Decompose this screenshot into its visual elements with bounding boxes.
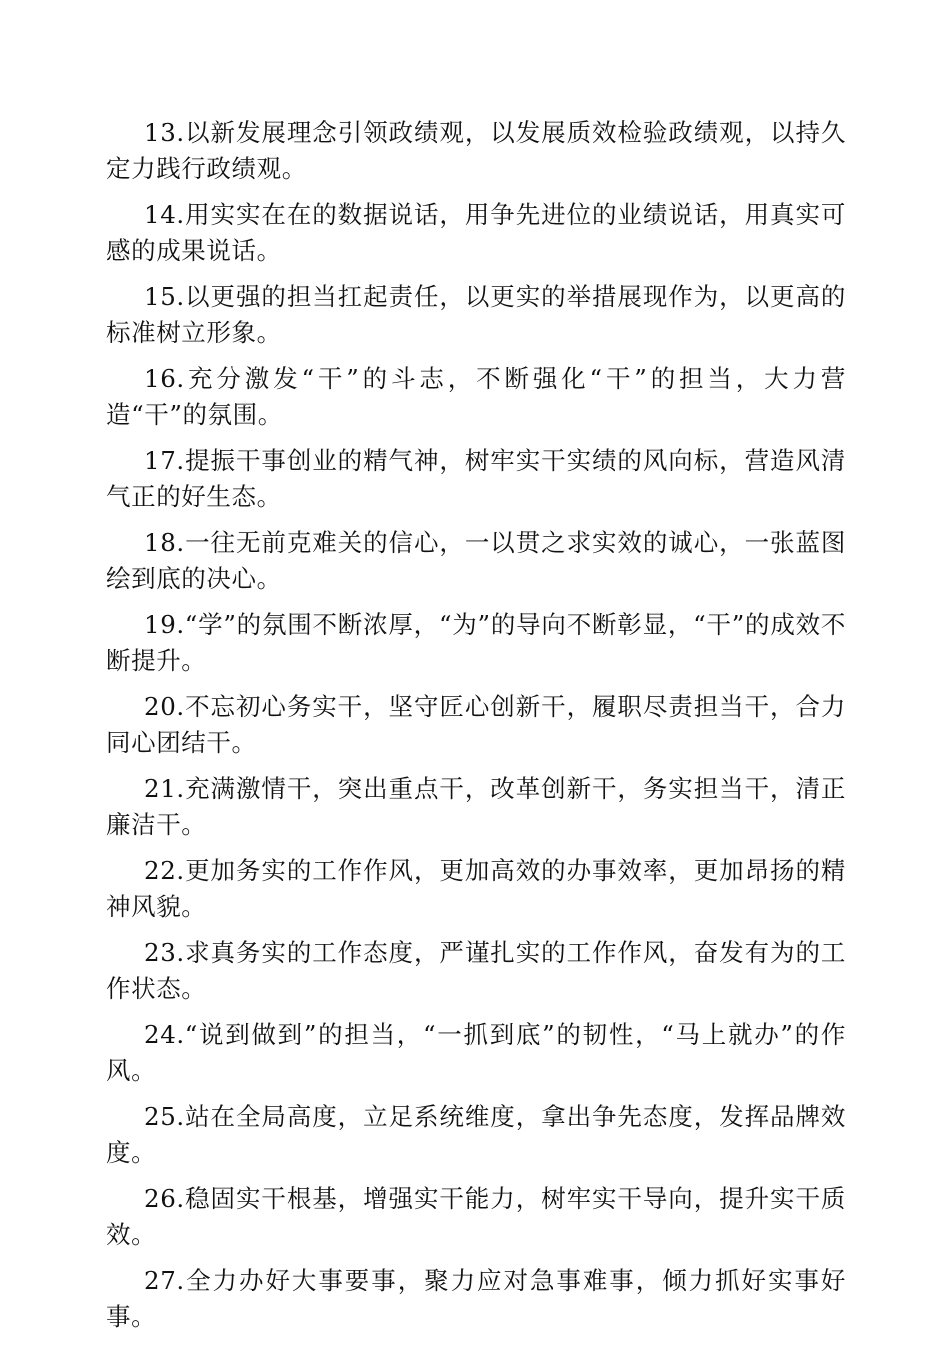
list-item-20: 20.不忘初心务实干，坚守匠心创新干，履职尽责担当干，合力同心团结干。 xyxy=(106,692,846,757)
list-item-21: 21.充满激情干，突出重点干，改革创新干，务实担当干，清正廉洁干。 xyxy=(106,774,846,839)
list-item-13: 13.以新发展理念引领政绩观，以发展质效检验政绩观，以持久定力践行政绩观。 xyxy=(106,118,846,183)
list-item-22: 22.更加务实的工作作风，更加高效的办事效率，更加昂扬的精神风貌。 xyxy=(106,856,846,921)
list-item-19: 19.“学”的氛围不断浓厚，“为”的导向不断彰显，“干”的成效不断提升。 xyxy=(106,610,846,675)
list-item-16: 16.充分激发“干”的斗志，不断强化“干”的担当，大力营造“干”的氛围。 xyxy=(106,364,846,429)
list-item-23: 23.求真务实的工作态度，严谨扎实的工作作风，奋发有为的工作状态。 xyxy=(106,938,846,1003)
list-item-18: 18.一往无前克难关的信心，一以贯之求实效的诚心，一张蓝图绘到底的决心。 xyxy=(106,528,846,593)
list-item-27: 27.全力办好大事要事，聚力应对急事难事，倾力抓好实事好事。 xyxy=(106,1266,846,1331)
list-item-25: 25.站在全局高度，立足系统维度，拿出争先态度，发挥品牌效度。 xyxy=(106,1102,846,1167)
list-item-14: 14.用实实在在的数据说话，用争先进位的业绩说话，用真实可感的成果说话。 xyxy=(106,200,846,265)
list-item-15: 15.以更强的担当扛起责任，以更实的举措展现作为，以更高的标准树立形象。 xyxy=(106,282,846,347)
list-item-24: 24.“说到做到”的担当，“一抓到底”的韧性，“马上就办”的作风。 xyxy=(106,1020,846,1085)
list-item-26: 26.稳固实干根基，增强实干能力，树牢实干导向，提升实干质效。 xyxy=(106,1184,846,1249)
list-item-17: 17.提振干事创业的精气神，树牢实干实绩的风向标，营造风清气正的好生态。 xyxy=(106,446,846,511)
document-body xyxy=(106,115,846,1345)
